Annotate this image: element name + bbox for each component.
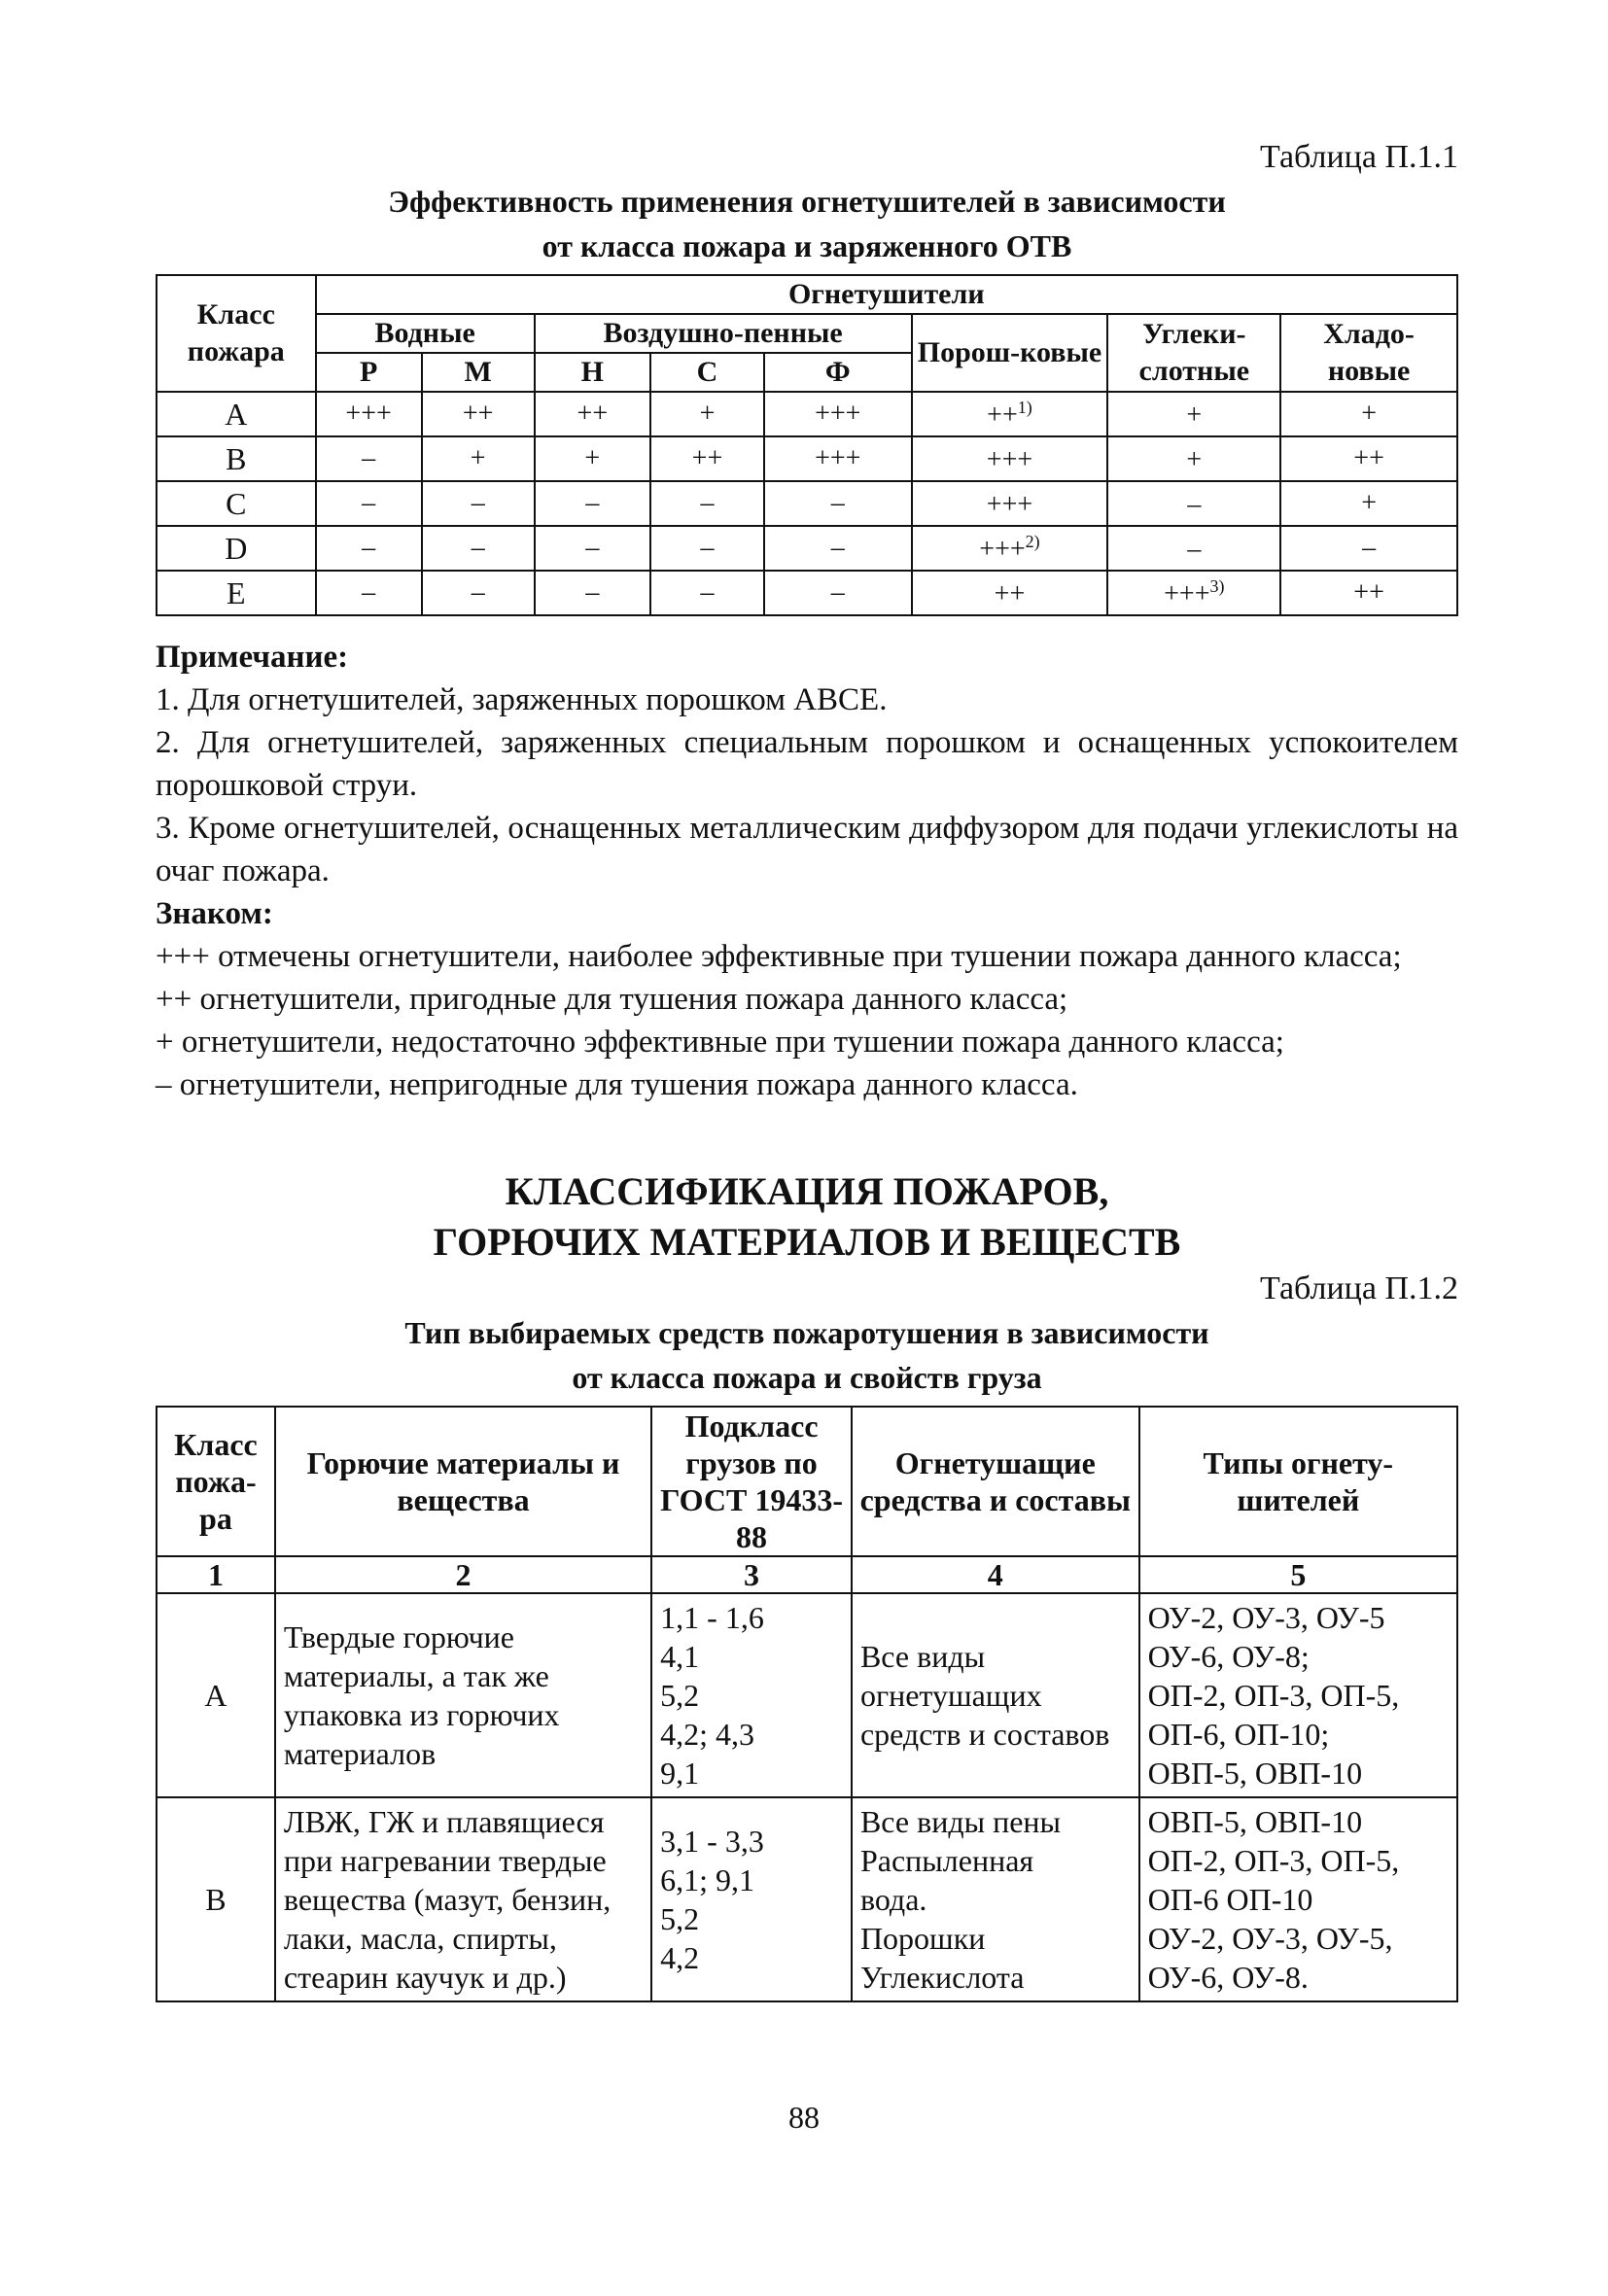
value-cell: –: [650, 571, 764, 615]
value-cell: –: [535, 571, 650, 615]
value-cell: +++: [316, 392, 422, 436]
value-cell: –: [316, 571, 422, 615]
header-class: Класс пожа-ра: [157, 1407, 275, 1556]
value-cell: ++: [1280, 436, 1457, 481]
types-line: ОВП-5, ОВП-10: [1147, 1756, 1363, 1791]
value-cell: ++: [535, 392, 650, 436]
value-cell: ++: [422, 392, 535, 436]
section-heading-line2: ГОРЮЧИХ МАТЕРИАЛОВ И ВЕЩЕСТВ: [433, 1220, 1181, 1264]
table1-title-line1: Эффективность применения огнетушителей в зависимости: [388, 184, 1226, 219]
footnote-mark: 2): [1025, 531, 1040, 551]
header-agents: Огнетушащие средства и составы: [852, 1407, 1139, 1556]
value-cell: –: [650, 481, 764, 526]
header-types: Типы огнету-шителей: [1139, 1407, 1457, 1556]
sign-2: ++ огнетушители, пригодные для тушения пожара данного класса;: [156, 982, 1068, 1017]
header-air-foam: Воздушно-пенные: [535, 314, 912, 353]
table-row: [157, 1797, 1457, 2001]
value-cell: –: [422, 571, 535, 615]
types-line: ОП-2, ОП-3, ОП-5,: [1147, 1678, 1400, 1713]
subclass-line: 4,2; 4,3: [660, 1717, 755, 1752]
subheader-p: Р: [316, 353, 422, 392]
value-cell: –: [316, 436, 422, 481]
header-water: Водные: [316, 314, 535, 353]
types-line: ОУ-6, ОУ-8;: [1147, 1639, 1310, 1674]
footnote-mark: 1): [1017, 397, 1032, 417]
value-cell: –: [535, 526, 650, 571]
subclass-cell: [651, 1797, 852, 2001]
column-number: 4: [852, 1556, 1139, 1593]
subheader-m: М: [422, 353, 535, 392]
types-cell: [1139, 1593, 1457, 1797]
table-row: [157, 481, 1457, 526]
sign-1: +++ отмечены огнетушители, наиболее эффективные при тушении пожара данного класса;: [156, 939, 1402, 974]
types-line: ОП-6, ОП-10;: [1147, 1717, 1330, 1752]
value-text: ++: [987, 400, 1018, 431]
value-cell: [1107, 571, 1280, 615]
table1-label: Таблица П.1.1: [1260, 139, 1458, 175]
types-line: ОУ-2, ОУ-3, ОУ-5,: [1147, 1921, 1393, 1956]
table1-title: [156, 179, 1458, 268]
value-cell: [1107, 436, 1280, 481]
value-cell: [912, 436, 1108, 481]
subclass-line: 5,2: [660, 1678, 700, 1713]
subclass-line: 6,1; 9,1: [660, 1862, 755, 1897]
subheader-s: С: [650, 353, 764, 392]
value-cell: +++: [764, 436, 911, 481]
value-cell: –: [316, 481, 422, 526]
table-row: [157, 571, 1457, 615]
agents-line: Все виды пены: [859, 1804, 1062, 1839]
types-cell: [1139, 1797, 1457, 2001]
notes-block: [156, 636, 1458, 1106]
table-row: [157, 1593, 1457, 1797]
types-line: ОВП-5, ОВП-10: [1147, 1804, 1363, 1839]
signs-title: Знаком:: [156, 896, 273, 931]
column-number: 1: [157, 1556, 275, 1593]
types-line: ОП-6 ОП-10: [1147, 1882, 1313, 1917]
subclass-line: 4,2: [660, 1940, 700, 1975]
materials-cell: ЛВЖ, ГЖ и плавящиеся при нагревании твердые вещества (мазут, бензин, лаки, масла, спирты, стеарин каучук и др.): [275, 1797, 651, 2001]
subclass-line: 4,1: [660, 1639, 700, 1674]
header-fire-class: Класс пожара: [157, 275, 316, 392]
agents-line: Распыленная: [859, 1843, 1034, 1878]
page-number: 88: [788, 2100, 820, 2135]
page-content: [156, 136, 1458, 2002]
class-cell: A: [157, 392, 316, 436]
sign-3: + огнетушители, недостаточно эффективные при тушении пожара данного класса;: [156, 1025, 1284, 1060]
class-cell: А: [157, 1593, 275, 1797]
value-cell: –: [422, 526, 535, 571]
value-cell: [912, 571, 1108, 615]
value-text: +++: [979, 534, 1026, 565]
subclass-line: 5,2: [660, 1901, 700, 1936]
value-cell: [1107, 481, 1280, 526]
agents-line: вода.: [859, 1882, 927, 1917]
section-heading-line1: КЛАССИФИКАЦИЯ ПОЖАРОВ,: [505, 1169, 1109, 1213]
value-text: +: [1186, 400, 1203, 431]
value-text: ++: [994, 578, 1026, 609]
value-cell: +: [1280, 392, 1457, 436]
header-extinguishers: Огнетушители: [316, 275, 1457, 314]
subclass-line: 9,1: [660, 1756, 700, 1791]
value-cell: +: [535, 436, 650, 481]
value-cell: +: [650, 392, 764, 436]
section-heading: [156, 1166, 1458, 1268]
header-halon: Хладо-новые: [1280, 314, 1457, 392]
sign-4: – огнетушители, непригодные для тушения пожара данного класса.: [156, 1067, 1078, 1102]
table-row: [157, 392, 1457, 436]
note-1: 1. Для огнетушителей, заряженных порошком АВСЕ.: [156, 682, 888, 717]
table2-title-line2: от класса пожара и свойств груза: [572, 1360, 1042, 1395]
class-cell: D: [157, 526, 316, 571]
types-line: ОП-2, ОП-3, ОП-5,: [1147, 1843, 1400, 1878]
value-cell: [912, 526, 1108, 571]
value-cell: –: [764, 481, 911, 526]
agents-line: Порошки: [859, 1921, 986, 1956]
value-text: +++: [1164, 578, 1210, 609]
fire-classification-table: [156, 1406, 1458, 2002]
table2-title: [156, 1310, 1458, 1400]
class-cell: B: [157, 436, 316, 481]
value-cell: ++: [650, 436, 764, 481]
types-line: ОУ-2, ОУ-3, ОУ-5: [1147, 1600, 1385, 1635]
value-text: +: [1186, 444, 1203, 475]
column-number: 5: [1139, 1556, 1457, 1593]
agents-cell: [852, 1797, 1139, 2001]
table-row: [157, 526, 1457, 571]
materials-cell: Твердые горючие материалы, а так же упаковка из горючих материалов: [275, 1593, 651, 1797]
value-cell: [912, 481, 1108, 526]
class-cell: В: [157, 1797, 275, 2001]
value-cell: [1107, 392, 1280, 436]
table2-label: Таблица П.1.2: [1260, 1270, 1458, 1306]
agents-line: Углекислота: [859, 1960, 1025, 1995]
subclass-line: 3,1 - 3,3: [660, 1824, 764, 1859]
class-cell: C: [157, 481, 316, 526]
value-cell: +++: [764, 392, 911, 436]
types-line: ОУ-6, ОУ-8.: [1147, 1960, 1309, 1995]
column-number: 3: [651, 1556, 852, 1593]
class-cell: E: [157, 571, 316, 615]
value-cell: [1107, 526, 1280, 571]
header-powder: Порош-ковые: [912, 314, 1108, 392]
value-cell: –: [535, 481, 650, 526]
note-2: 2. Для огнетушителей, заряженных специальным порошком и оснащенных успокоителем порошковой струи.: [156, 725, 1458, 803]
table1-title-line2: от класса пожара и заряженного ОТВ: [542, 228, 1072, 263]
value-cell: –: [764, 526, 911, 571]
value-text: +++: [986, 444, 1033, 475]
value-text: –: [1187, 534, 1202, 565]
subclass-line: 1,1 - 1,6: [660, 1600, 764, 1635]
note-3: 3. Кроме огнетушителей, оснащенных металлическим диффузором для подачи углекислоты на очаг пожара.: [156, 811, 1458, 888]
value-cell: –: [316, 526, 422, 571]
table2-title-line1: Тип выбираемых средств пожаротушения в зависимости: [404, 1315, 1209, 1350]
header-subclass: Подкласс грузов по ГОСТ 19433-88: [651, 1407, 852, 1556]
value-cell: ++: [1280, 571, 1457, 615]
subheader-n: Н: [535, 353, 650, 392]
agents-cell: Все виды огнетушащих средств и составов: [852, 1593, 1139, 1797]
value-cell: –: [1280, 526, 1457, 571]
subclass-cell: [651, 1593, 852, 1797]
value-cell: +: [1280, 481, 1457, 526]
value-cell: –: [422, 481, 535, 526]
column-number: 2: [275, 1556, 651, 1593]
notes-title: Примечание:: [156, 640, 349, 675]
header-co2: Углеки-слотные: [1107, 314, 1280, 392]
value-cell: [912, 392, 1108, 436]
footnote-mark: 3): [1209, 575, 1225, 596]
value-cell: +: [422, 436, 535, 481]
extinguisher-efficiency-table: [156, 274, 1458, 616]
subheader-f: Ф: [764, 353, 911, 392]
value-cell: –: [650, 526, 764, 571]
table-row: [157, 436, 1457, 481]
value-text: –: [1187, 489, 1202, 520]
value-text: +++: [986, 489, 1033, 520]
header-materials: Горючие материалы и вещества: [275, 1407, 651, 1556]
value-cell: –: [764, 571, 911, 615]
